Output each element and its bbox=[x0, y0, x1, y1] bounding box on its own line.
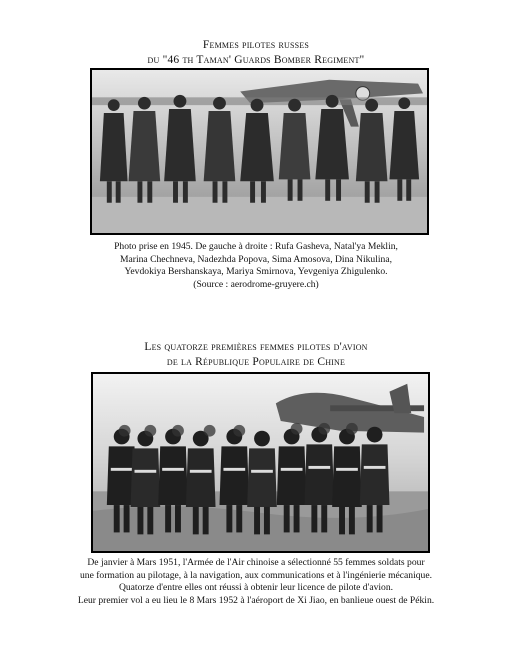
section1-caption-line2: Marina Chechneva, Nadezhda Popova, Sima Amosova, Dina Nikulina, bbox=[119, 253, 393, 265]
photo-chinese-women-pilots bbox=[91, 372, 430, 553]
section1-title-line2: du "46 th Taman' Guards Bomber Regiment" bbox=[147, 54, 365, 66]
section2-caption bbox=[0, 557, 512, 607]
section2-title bbox=[0, 340, 512, 370]
section1-caption bbox=[0, 241, 512, 291]
section1-caption-line3: Yevdokiya Bershanskaya, Mariya Smirnova, Yevgeniya Zhigulenko. bbox=[124, 266, 388, 278]
section2-caption-line4: Leur premier vol a eu lieu le 8 Mars 1952 à l'aéroport de Xi Jiao, en banlieue ouest de Pékin. bbox=[77, 594, 435, 606]
photo-russian-women-pilots bbox=[90, 68, 429, 235]
section1-title bbox=[0, 38, 512, 68]
section2-caption-line3: Quatorze d'entre elles ont réussi à obtenir leur licence de pilote d'avion. bbox=[118, 582, 394, 594]
section2-caption-line2: une formation au pilotage, à la navigation, aux communications et à l'ingénierie mécanique. bbox=[79, 569, 433, 581]
section1-title-line1: Femmes pilotes russes bbox=[202, 39, 310, 51]
section2-title-line1: Les quatorze premières femmes pilotes d'avion bbox=[144, 341, 368, 353]
section1-caption-line1: Photo prise en 1945. De gauche à droite : Rufa Gasheva, Natal'ya Meklin, bbox=[114, 241, 398, 252]
section1-caption-source: (Source : aerodrome-gruyere.ch) bbox=[193, 278, 319, 290]
section2-caption-line1: De janvier à Mars 1951, l'Armée de l'Air chinoise a sélectionné 55 femmes soldats pour bbox=[87, 557, 425, 568]
section2-title-line2: de la République Populaire de Chine bbox=[166, 356, 346, 368]
